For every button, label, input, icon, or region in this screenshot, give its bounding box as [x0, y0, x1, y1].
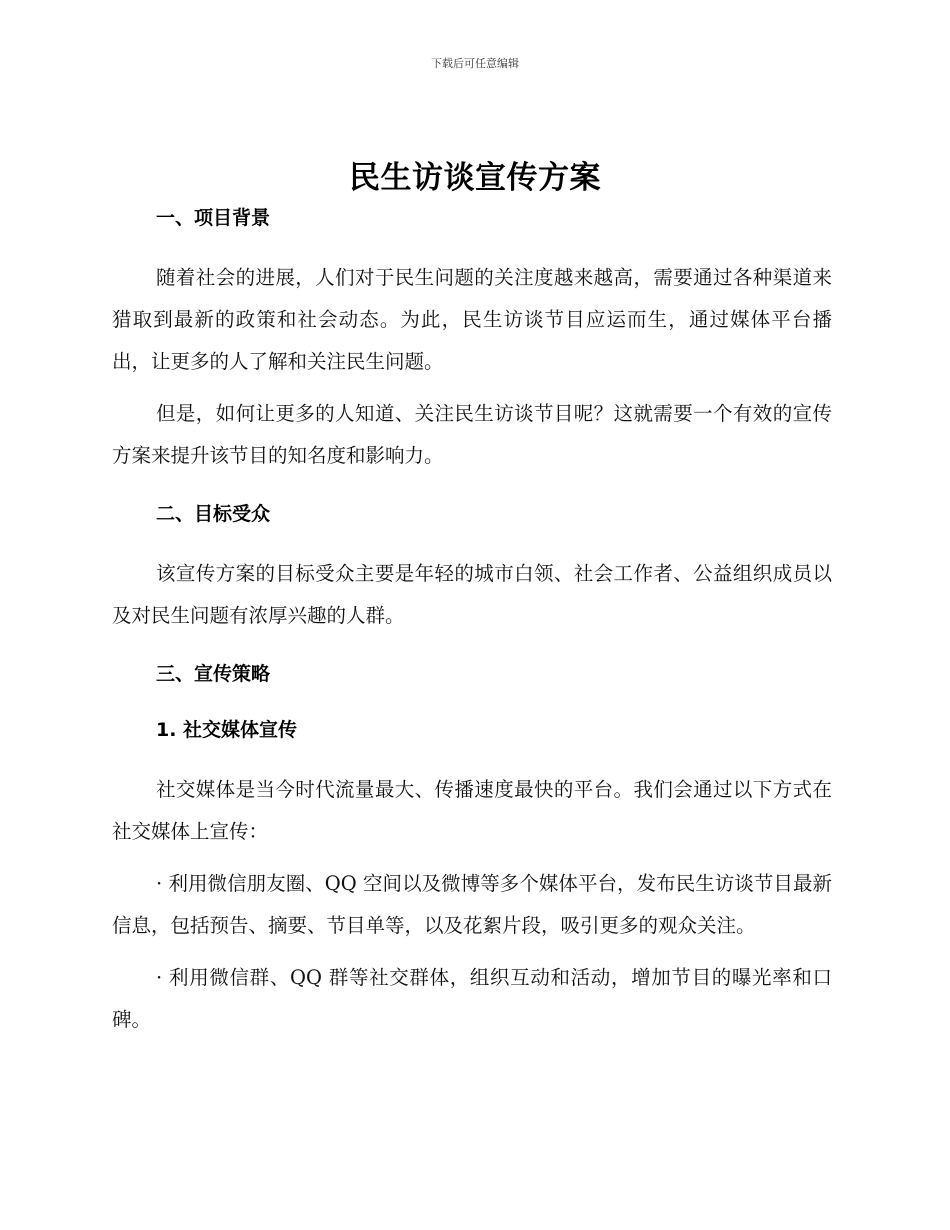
bullet-item-social-platforms: · 利用微信朋友圈、QQ 空间以及微博等多个媒体平台，发布民生访谈节目最新信息，包括预告、摘要、节目单等，以及花絮片段，吸引更多的观众关注。: [112, 872, 832, 937]
document-body: [112, 201, 832, 1041]
header-note: 下载后可任意编辑: [431, 57, 519, 70]
document-title: 民生访谈宣传方案: [349, 160, 601, 196]
bullet-item-social-groups: · 利用微信群、QQ 群等社交群体，组织互动和活动，增加节目的曝光率和口碑。: [112, 966, 832, 1031]
paragraph-background-1: 随着社会的进展，人们对于民生问题的关注度越来越高，需要通过各种渠道来猎取到最新的政策和社会动态。为此，民生访谈节目应运而生，通过媒体平台播出，让更多的人了解和关注民生问题。: [112, 266, 832, 373]
section-heading-strategy: 三、宣传策略: [156, 663, 271, 685]
subsection-heading-social-media: 1. 社交媒体宣传: [156, 719, 298, 741]
paragraph-social-media-intro: 社交媒体是当今时代流量最大、传播速度最快的平台。我们会通过以下方式在社交媒体上宣传：: [112, 778, 832, 843]
paragraph-background-2: 但是，如何让更多的人知道、关注民生访谈节目呢？这就需要一个有效的宣传方案来提升该节目的知名度和影响力。: [112, 402, 832, 467]
paragraph-audience: 该宣传方案的目标受众主要是年轻的城市白领、社会工作者、公益组织成员以及对民生问题有浓厚兴趣的人群。: [112, 562, 832, 627]
section-heading-audience: 二、目标受众: [156, 503, 271, 525]
section-heading-background: 一、项目背景: [156, 207, 271, 229]
